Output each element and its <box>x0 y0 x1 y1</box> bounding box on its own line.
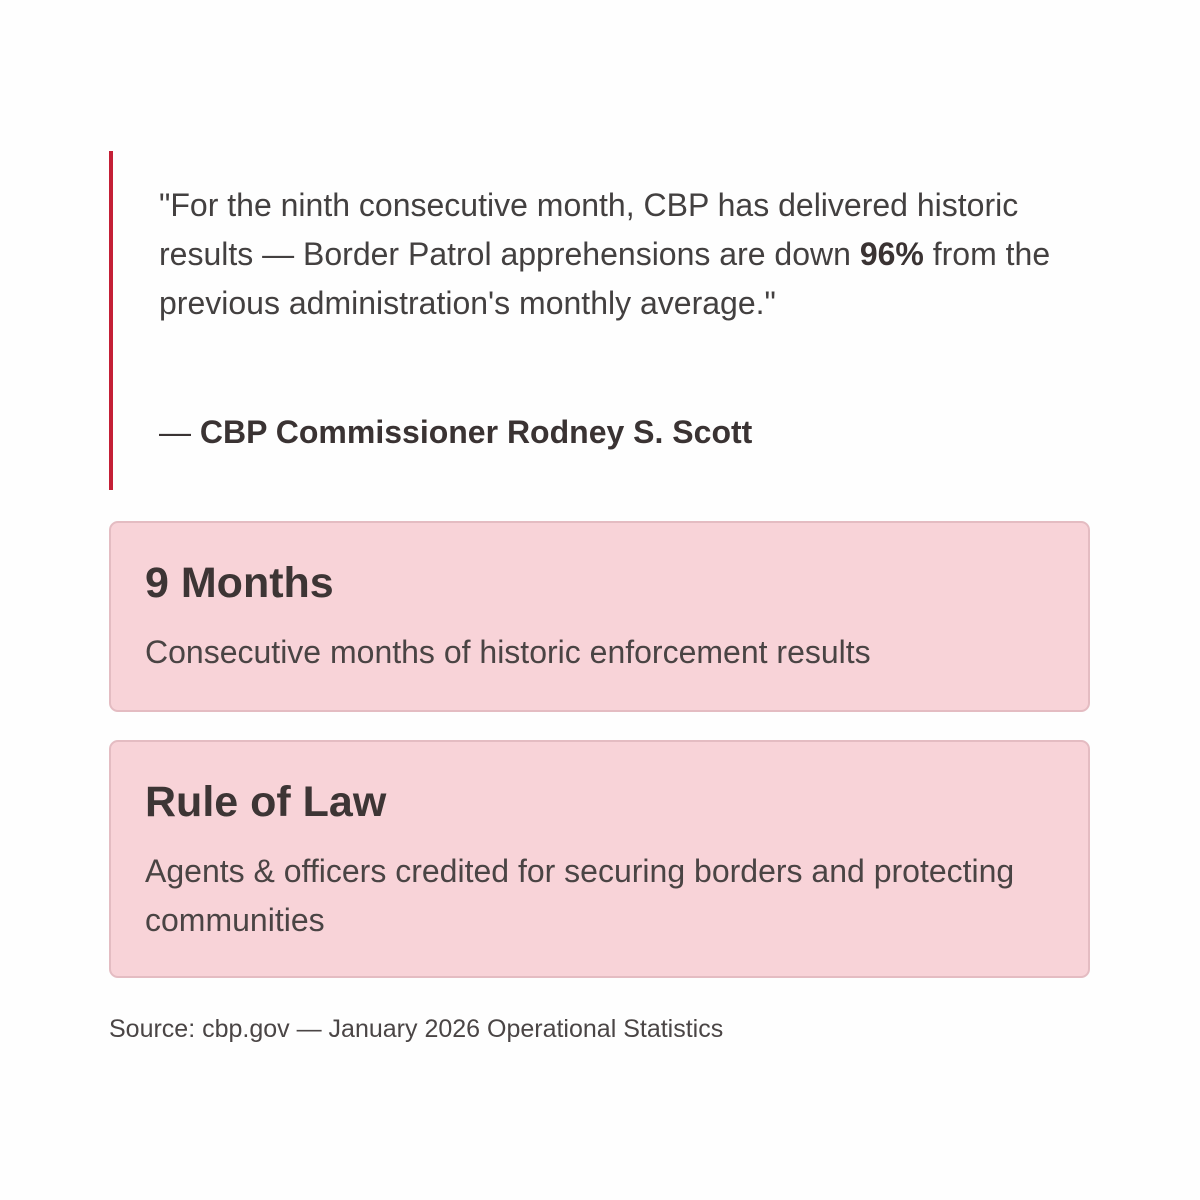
source-note: Source: cbp.gov — January 2026 Operational Statistics <box>109 1015 724 1043</box>
card-title: Rule of Law <box>145 778 387 826</box>
card-description: Agents & officers credited for securing borders and protecting communities <box>145 853 1015 938</box>
attribution-name: CBP Commissioner Rodney S. Scott <box>199 414 753 450</box>
quote-attribution <box>159 412 752 452</box>
quote-block <box>109 151 1099 490</box>
card-title: 9 Months <box>145 559 334 607</box>
stat-card-months <box>109 521 1090 712</box>
attribution-dash: — <box>159 414 200 450</box>
stat-card-rule-of-law <box>109 740 1090 978</box>
quote-text-after: from the previous administration's monthly average." <box>159 236 1051 321</box>
quote-text <box>159 181 1099 328</box>
card-description: Consecutive months of historic enforcement results <box>145 634 871 670</box>
quote-text-before: "For the ninth consecutive month, CBP has delivered historic results — Border Patrol apprehensions are down <box>159 187 1019 272</box>
quote-highlight-stat: 96% <box>859 236 924 272</box>
